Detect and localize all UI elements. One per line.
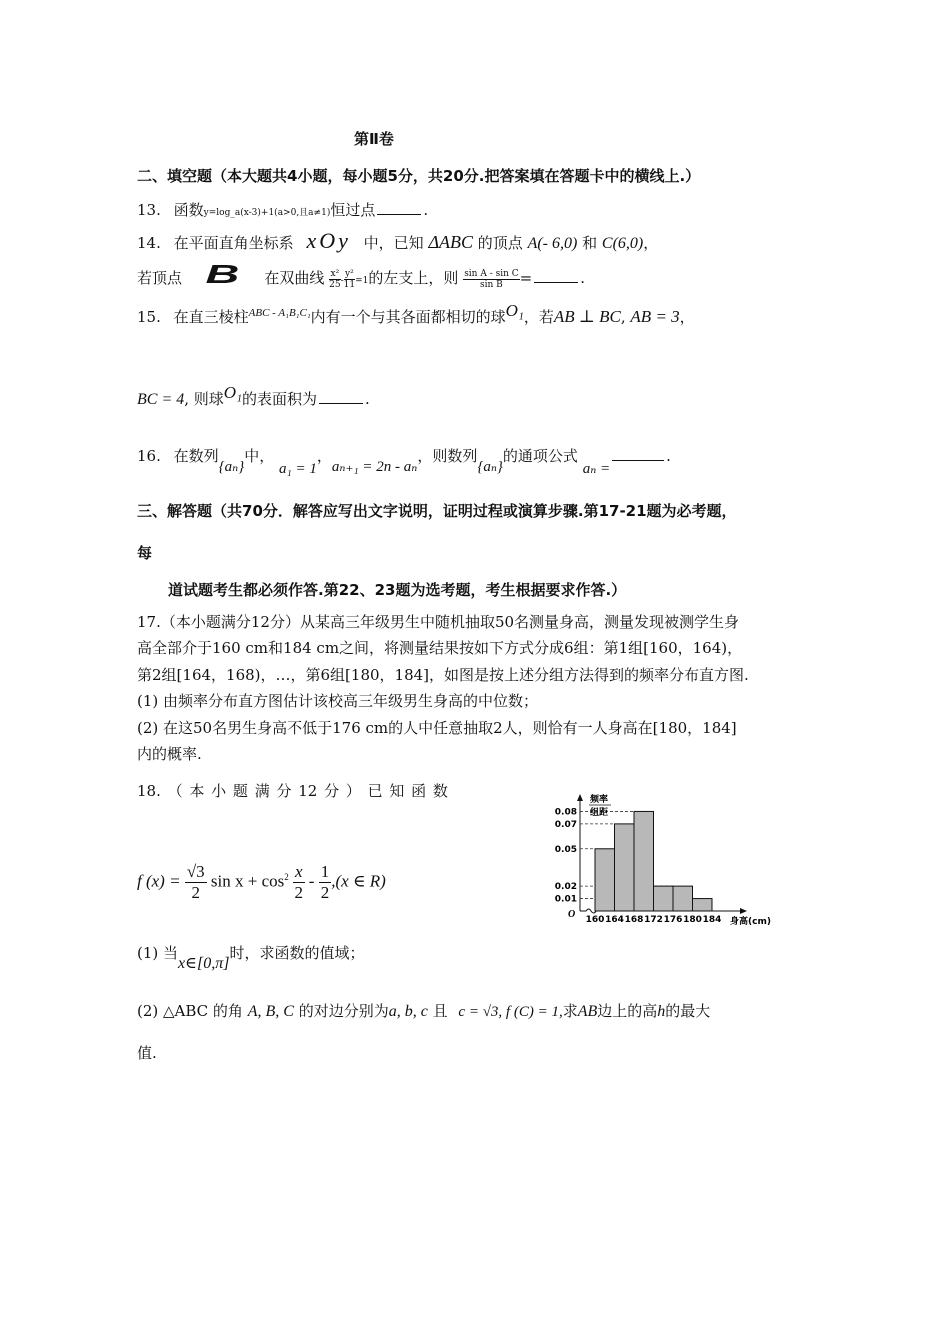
q13-text-a: 函数	[173, 201, 204, 219]
part3-heading-3: 道试题考生都必须作答.第22、23题为选考题，考生根据要求作答.）	[168, 581, 627, 599]
q15-perpendicular: AB ⊥ BC	[553, 307, 621, 326]
q17-part-2-cont: 内的概率.	[137, 745, 202, 763]
q14-text-2b: 在双曲线	[264, 269, 325, 287]
q14-text-1b: 中，已知	[363, 234, 424, 252]
y-axis-arrow	[577, 794, 583, 801]
histogram-bars	[595, 811, 712, 911]
q15-comma: ,	[620, 308, 626, 326]
q18-minus: -	[304, 871, 319, 891]
q18-sides: a, b, c	[388, 1003, 428, 1020]
q18-part-1	[137, 942, 365, 972]
q17-part-2: (2) 在这50名男生身高不低于176 cm的人中任意抽取2人，则恰有一人身高在[180，184]	[137, 719, 737, 737]
question-14-line-2	[137, 259, 585, 290]
q15-comma-2: ，	[679, 308, 695, 326]
part3-heading: 三、解答题（共70分．解答应写出文字说明，证明过程或演算步骤.第17-21题为必考题，	[137, 502, 737, 520]
q14-tail: .	[580, 269, 586, 287]
q13-number: 13.	[137, 201, 161, 219]
q14-answer-blank[interactable]	[534, 270, 578, 283]
histogram-bar	[654, 886, 674, 911]
q18-p2-text-b: 的对边分别为	[298, 1002, 389, 1020]
q14-hyperbola-x-term: $\frac{\text{x²}}{25}$	[329, 268, 341, 290]
q14-text-2a: 若顶点	[137, 269, 183, 287]
q14-hyperbola-eq: =1	[355, 276, 369, 286]
q13-formula: y=log_a(x-3)+1(a>0,且a≠1)	[203, 208, 331, 218]
q15-ab-length: AB = 3	[630, 307, 680, 326]
q17-line-2: 高全部介于160 cm和184 cm之间，将测量结果按如下方式分成6组：第1组[160，164)，	[137, 639, 743, 657]
q14-triangle: ΔABC	[428, 232, 473, 252]
q14-text-2c: 的左支上，则	[368, 269, 459, 287]
x-axis-arrow	[740, 908, 747, 914]
q18-square: 2	[284, 871, 289, 882]
q13-answer-blank[interactable]	[377, 202, 421, 215]
x-tick-label: 168	[624, 915, 644, 925]
question-13	[137, 199, 428, 220]
q15-sphere: O₁	[505, 301, 524, 320]
histogram-bar	[693, 899, 713, 911]
q16-text-b: 中，	[244, 447, 275, 465]
q18-part-2	[137, 1000, 710, 1021]
q15-bc-length: BC = 4	[137, 391, 185, 408]
q14-text-1c: 的顶点	[477, 234, 523, 252]
q18-p2-text-e: 边上的高	[597, 1002, 658, 1020]
q14-text-1a: 在平面直角坐标系	[173, 234, 294, 252]
y-tick-label: 0.01	[554, 894, 577, 905]
q18-interval: x∈[0,π]	[178, 955, 230, 972]
q14-number: 14.	[137, 234, 161, 252]
q18-p2-label: (2) △ABC 的角	[137, 1002, 243, 1020]
q16-text-e: 的通项公式	[502, 447, 578, 465]
question-16	[137, 445, 671, 477]
q14-text-1d: 和	[582, 234, 598, 252]
q18-angles: A, B, C	[247, 1003, 294, 1020]
x-tick-label: 184	[702, 915, 722, 925]
q15-sphere-2: O₁	[223, 383, 242, 402]
x-tick-label: 180	[683, 915, 702, 925]
q14-hyperbola-y-term: $\frac{\text{y²}}{11}$	[343, 268, 356, 290]
q18-domain: ,(x ∈ R)	[331, 871, 386, 891]
q17-part-1: (1) 由频率分布直方图估计该校高三年级男生身高的中位数；	[137, 692, 539, 710]
q15-text-2a: , 则球	[184, 390, 224, 408]
q14-vertex-b: B	[205, 259, 240, 289]
q18-sqrt3-over-2: $\frac{√3}{2}$	[186, 862, 205, 902]
x-tick-label: 160	[585, 915, 605, 925]
x-axis-label: 身高(cm)	[730, 917, 771, 927]
q16-text-c: ，	[316, 447, 332, 465]
q18-p2-text-c: 且	[432, 1002, 448, 1020]
q18-p1-text: 时，求函数的值域；	[229, 944, 365, 962]
q18-one-half: $\frac{1}{2}$	[320, 862, 330, 902]
histogram-bar	[615, 824, 635, 911]
q14-point-c: C(6,0)	[601, 235, 644, 252]
q15-prism: ABC - A₁B₁C₁	[248, 307, 311, 319]
q15-number: 15.	[137, 308, 161, 326]
q18-sin-cos: sin x + cos	[210, 871, 285, 891]
q16-recurrence: aₙ₊₁ = 2n - aₙ	[331, 459, 418, 475]
x-tick-label: 172	[644, 915, 663, 925]
q16-a1: a₁ = 1	[279, 461, 317, 477]
q17-line-1: 17.（本小题满分12分）从某高三年级男生中随机抽取50名测量身高，测量发现被测学生身	[137, 613, 740, 631]
x-tick-label: 176	[663, 915, 683, 925]
histogram-bar	[634, 811, 654, 911]
q14-equals: =	[519, 269, 533, 287]
q16-answer-blank[interactable]	[612, 448, 664, 461]
y-tick-label: 0.05	[554, 844, 577, 855]
origin-label: O	[568, 909, 576, 920]
y-tick-label: 0.02	[554, 882, 577, 893]
q16-text-a: 在数列	[173, 447, 219, 465]
q18-p2-text-d: 求	[562, 1002, 578, 1020]
q16-sequence: {aₙ}	[218, 459, 245, 475]
q16-tail: .	[666, 447, 671, 465]
q15-tail: .	[365, 390, 370, 408]
q14-sine-ratio: $\frac{\text{sin A - sin C}}{\text{sin B}}$	[464, 268, 519, 290]
question-14	[137, 228, 658, 254]
q16-number: 16.	[137, 447, 161, 465]
q15-text-1a: 在直三棱柱	[173, 308, 249, 326]
part2-heading: 二、填空题（本大题共4小题，每小题5分，共20分.把答案填在答题卡中的横线上.）	[137, 167, 701, 185]
q18-h: h	[657, 1003, 666, 1020]
q14-point-a: A(- 6,0)	[527, 235, 578, 252]
q16-sequence-2: {aₙ}	[477, 459, 503, 475]
q18-line-1: 18. （ 本 小 题 满 分 12 分 ） 已 知 函 数	[137, 782, 448, 800]
part3-heading-2: 每	[137, 544, 153, 562]
y-tick-label: 0.07	[554, 819, 577, 830]
question-15-line-2	[137, 383, 370, 409]
q18-ab: AB	[577, 1003, 598, 1020]
histogram-bar	[595, 849, 615, 911]
histogram-bar	[673, 886, 693, 911]
q17-line-3: 第2组[164，168)，…，第6组[180，184]，如图是按上述分组方法得到的频率分布直方图.	[137, 666, 749, 684]
q18-p2-text-f: 的最大	[665, 1002, 711, 1020]
q13-text-b: 恒过点	[330, 201, 376, 219]
q14-text-1e: ，	[643, 234, 659, 252]
question-15	[137, 301, 695, 327]
x-tick-label: 164	[605, 915, 624, 925]
y-axis-label-top: 频率	[590, 795, 609, 805]
q16-text-d: ，则数列	[417, 447, 478, 465]
q16-an: aₙ =	[582, 461, 611, 477]
q15-text-2b: 的表面积为	[241, 390, 317, 408]
q18-x-over-2: $\frac{x}{2}$	[294, 862, 304, 902]
y-tick-label: 0.08	[554, 807, 577, 818]
q13-tail: .	[423, 201, 429, 219]
q15-text-1b: 内有一个与其各面都相切的球	[310, 308, 506, 326]
q14-xoy: xOy	[306, 228, 351, 253]
y-axis-label-bottom: 组距	[590, 808, 609, 818]
q18-part-2-cont: 值.	[137, 1044, 157, 1062]
q15-answer-blank[interactable]	[319, 391, 363, 404]
q18-p1-label: (1) 当	[137, 944, 179, 962]
q14-hyperbola-minus: -	[340, 276, 344, 286]
q18-f-lhs: f (x) =	[137, 871, 181, 891]
q18-condition: c = √3, f (C) = 1,	[458, 1004, 563, 1020]
q18-function	[137, 862, 386, 903]
q15-text-1c: ，若	[523, 308, 554, 326]
section-title: 第Ⅱ卷	[354, 130, 394, 148]
frequency-histogram	[540, 790, 790, 930]
